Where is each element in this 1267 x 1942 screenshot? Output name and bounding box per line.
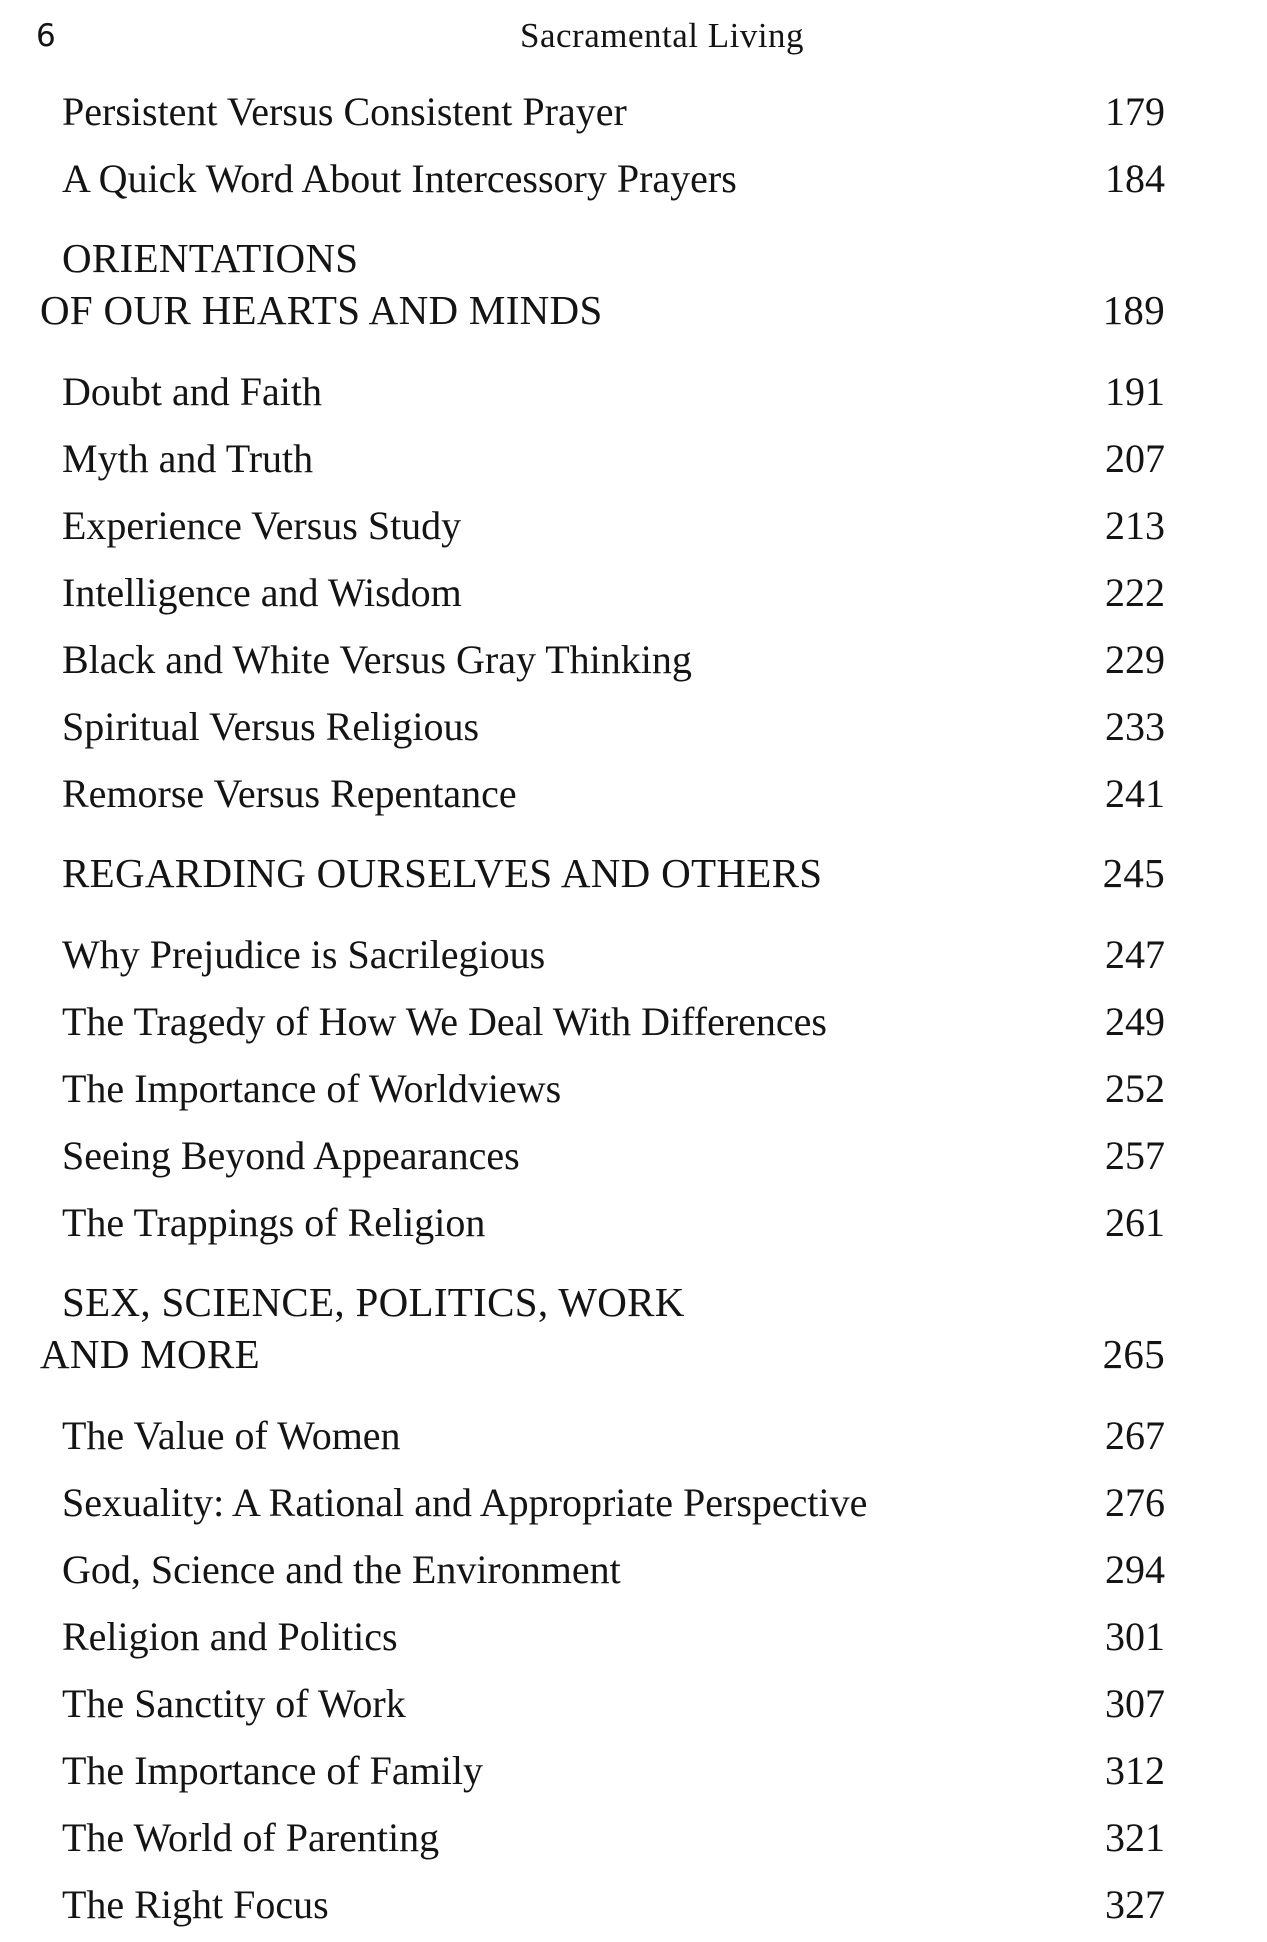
section-entries (40, 921, 1165, 1256)
section-heading-line (40, 1328, 1165, 1380)
toc-entry-page: 252 (1105, 1066, 1165, 1111)
toc-entry-page: 179 (1105, 89, 1165, 134)
toc-entry-title: Myth and Truth (62, 436, 314, 481)
toc-entry-title: Experience Versus Study (62, 503, 462, 548)
toc-entry (40, 559, 1165, 626)
toc-entry-title: Seeing Beyond Appearances (62, 1133, 520, 1178)
section-heading-line (40, 232, 1165, 284)
toc-entry-title: The Tragedy of How We Deal With Differences (62, 999, 827, 1044)
toc-entry-page: 233 (1105, 704, 1165, 749)
toc-entry-page: 312 (1105, 1748, 1165, 1793)
toc-entry (40, 1871, 1165, 1938)
toc-entry-title: Intelligence and Wisdom (62, 570, 462, 615)
toc-entry-page: 267 (1105, 1413, 1165, 1458)
section-heading-line (40, 284, 1165, 336)
folio-page-number: 6 (36, 18, 56, 54)
running-header-title: Sacramental Living (520, 16, 805, 55)
toc-entry-title: Doubt and Faith (62, 369, 322, 414)
toc-entry-page: 229 (1105, 637, 1165, 682)
toc-entry (40, 1469, 1165, 1536)
toc-entry-title: The Value of Women (62, 1413, 401, 1458)
section-heading-page: 245 (1102, 850, 1165, 896)
toc-entry-page: 327 (1105, 1882, 1165, 1927)
toc-entry-page: 191 (1105, 369, 1165, 414)
toc-section-regarding-ourselves (40, 847, 1165, 1256)
toc-entry-title: God, Science and the Environment (62, 1547, 621, 1592)
toc-entry (40, 425, 1165, 492)
toc-entry (40, 1189, 1165, 1256)
toc-entry-title: The Importance of Family (62, 1748, 483, 1793)
toc-entry-page: 184 (1105, 156, 1165, 201)
toc-entry-title: Sexuality: A Rational and Appropriate Perspective (62, 1480, 868, 1525)
section-heading-line (40, 847, 1165, 899)
section-heading-page: 265 (1102, 1331, 1165, 1377)
toc-entry-title: Spiritual Versus Religious (62, 704, 480, 749)
toc-entry-page: 321 (1105, 1815, 1165, 1860)
toc-entry-title: Why Prejudice is Sacrilegious (62, 932, 546, 977)
toc-entry (40, 492, 1165, 559)
toc-entry (40, 921, 1165, 988)
toc-entry-page: 207 (1105, 436, 1165, 481)
toc-entry (40, 1122, 1165, 1189)
toc-entry-page: 213 (1105, 503, 1165, 548)
toc-entry-page: 307 (1105, 1681, 1165, 1726)
table-of-contents (0, 78, 1267, 1938)
toc-entry-page: 247 (1105, 932, 1165, 977)
toc-section-sex-science-politics (40, 1276, 1165, 1938)
toc-entry-title: The Trappings of Religion (62, 1200, 486, 1245)
toc-entry (40, 1737, 1165, 1804)
toc-entry (40, 1603, 1165, 1670)
toc-entry (40, 1536, 1165, 1603)
toc-entry-page: 301 (1105, 1614, 1165, 1659)
toc-entry-page: 249 (1105, 999, 1165, 1044)
toc-entry (40, 358, 1165, 425)
toc-entry-title: Black and White Versus Gray Thinking (62, 637, 692, 682)
toc-entry-page: 241 (1105, 771, 1165, 816)
toc-entry (40, 1055, 1165, 1122)
section-entries (40, 1402, 1165, 1938)
running-header (0, 14, 1267, 58)
toc-entry-page: 276 (1105, 1480, 1165, 1525)
toc-entry (40, 988, 1165, 1055)
toc-entry-title: The Sanctity of Work (62, 1681, 406, 1726)
section-heading-line (40, 1276, 1165, 1328)
toc-entry-title: Religion and Politics (62, 1614, 398, 1659)
section-heading-page: 189 (1102, 287, 1165, 333)
toc-entry-page: 294 (1105, 1547, 1165, 1592)
toc-entry-title: The Right Focus (62, 1882, 329, 1927)
toc-entry-title: The World of Parenting (62, 1815, 440, 1860)
toc-entry-title: Remorse Versus Repentance (62, 771, 517, 816)
toc-entry (40, 626, 1165, 693)
toc-section-orientations (40, 232, 1165, 827)
section-heading-text: ORIENTATIONS (62, 235, 359, 281)
toc-entry (40, 1670, 1165, 1737)
toc-entry (40, 760, 1165, 827)
toc-entry (40, 78, 1165, 145)
toc-entry-title: The Importance of Worldviews (62, 1066, 562, 1111)
section-heading-text: REGARDING OURSELVES AND OTHERS (62, 850, 823, 896)
toc-entry-title: Persistent Versus Consistent Prayer (62, 89, 627, 134)
toc-entry (40, 693, 1165, 760)
toc-entry-page: 257 (1105, 1133, 1165, 1178)
toc-entry-title: A Quick Word About Intercessory Prayers (62, 156, 737, 201)
section-entries (40, 358, 1165, 827)
toc-entry (40, 1804, 1165, 1871)
section-heading-text: SEX, SCIENCE, POLITICS, WORK (62, 1279, 685, 1325)
toc-entry (40, 145, 1165, 212)
toc-entry (40, 1402, 1165, 1469)
section-heading-text: OF OUR HEARTS AND MINDS (40, 287, 603, 333)
section-heading-text: AND MORE (40, 1331, 260, 1377)
toc-entry-page: 261 (1105, 1200, 1165, 1245)
toc-entry-page: 222 (1105, 570, 1165, 615)
